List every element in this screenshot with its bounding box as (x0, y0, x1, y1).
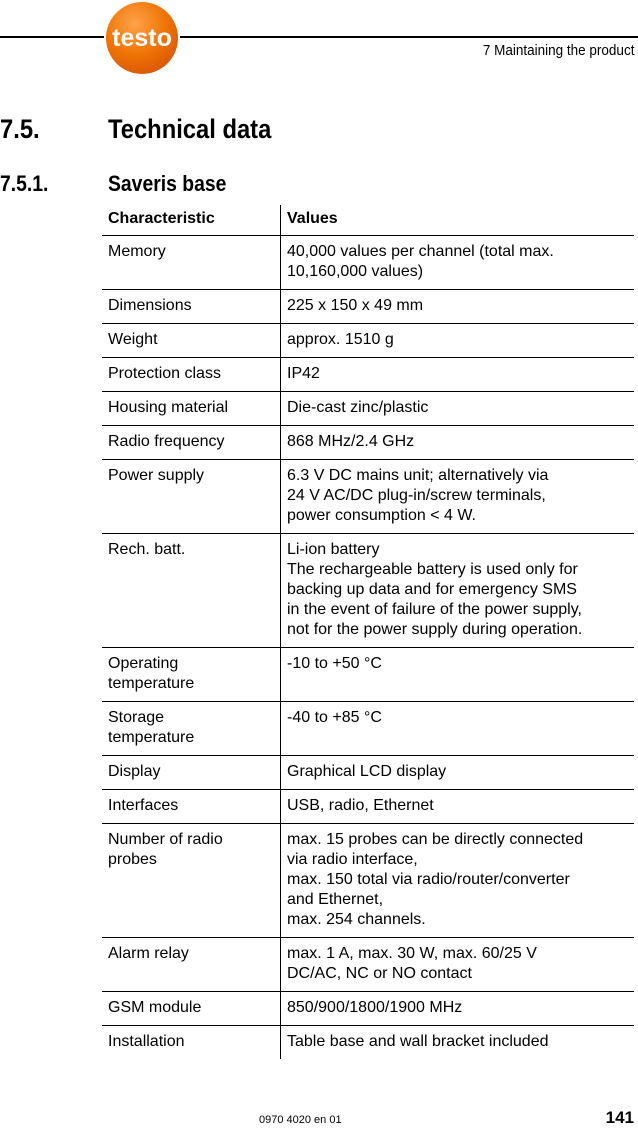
subsection-number: 7.5.1. (0, 171, 49, 196)
table-row (102, 756, 634, 790)
characteristic-cell: Installation (102, 1026, 281, 1060)
value-cell: -10 to +50 °C (281, 648, 635, 702)
table-row (102, 460, 634, 534)
value-cell: max. 1 A, max. 30 W, max. 60/25 V DC/AC, NC or NO contact (281, 938, 635, 992)
characteristic-cell: Dimensions (102, 290, 281, 324)
logo-text: testo (112, 24, 172, 52)
document-code: 0970 4020 en 01 (259, 1114, 342, 1126)
value-cell: 225 x 150 x 49 mm (281, 290, 635, 324)
table-body (102, 236, 634, 1060)
table-row (102, 358, 634, 392)
value-cell: USB, radio, Ethernet (281, 790, 635, 824)
value-cell: 850/900/1800/1900 MHz (281, 992, 635, 1026)
column-header-values: Values (281, 205, 635, 236)
value-cell: Die-cast zinc/plastic (281, 392, 635, 426)
table-row (102, 790, 634, 824)
characteristic-cell: Radio frequency (102, 426, 281, 460)
value-cell: max. 15 probes can be directly connected via radio interface, max. 150 total via radio/router/converter and Ethernet, max. 254 channels. (281, 824, 635, 938)
table-row (102, 290, 634, 324)
section-title: Technical data (108, 114, 272, 144)
header-rule-right (180, 36, 638, 38)
value-cell: IP42 (281, 358, 635, 392)
column-header-characteristic: Characteristic (102, 205, 281, 236)
table-row (102, 938, 634, 992)
characteristic-cell: Operating temperature (102, 648, 281, 702)
characteristic-cell: Protection class (102, 358, 281, 392)
header-rule-left (0, 36, 104, 38)
characteristic-cell: Rech. batt. (102, 534, 281, 648)
value-cell: 40,000 values per channel (total max. 10,160,000 values) (281, 236, 635, 290)
value-cell: -40 to +85 °C (281, 702, 635, 756)
section-number: 7.5. (0, 114, 40, 144)
value-cell: 868 MHz/2.4 GHz (281, 426, 635, 460)
table-row (102, 992, 634, 1026)
table-row (102, 702, 634, 756)
characteristic-cell: Housing material (102, 392, 281, 426)
chapter-title: 7 Maintaining the product (482, 42, 634, 59)
value-cell: approx. 1510 g (281, 324, 635, 358)
table-row (102, 392, 634, 426)
testo-logo (102, 1, 182, 75)
characteristic-cell: Storage temperature (102, 702, 281, 756)
table-row (102, 426, 634, 460)
characteristic-cell: Display (102, 756, 281, 790)
characteristic-cell: GSM module (102, 992, 281, 1026)
table-row (102, 648, 634, 702)
value-cell: Graphical LCD display (281, 756, 635, 790)
table-row (102, 1026, 634, 1060)
technical-data-table (102, 205, 634, 1059)
page-number: 141 (605, 1108, 634, 1127)
characteristic-cell: Interfaces (102, 790, 281, 824)
value-cell: 6.3 V DC mains unit; alternatively via 24 V AC/DC plug-in/screw terminals, power consumption < 4 W. (281, 460, 635, 534)
characteristic-cell: Alarm relay (102, 938, 281, 992)
subsection-title: Saveris base (108, 171, 227, 196)
table-row (102, 824, 634, 938)
table-row (102, 324, 634, 358)
table-row (102, 534, 634, 648)
value-cell: Li-ion battery The rechargeable battery is used only for backing up data and for emergency SMS in the event of failure of the power supply, not for the power supply during operation. (281, 534, 635, 648)
table-row (102, 236, 634, 290)
value-cell: Table base and wall bracket included (287, 1033, 549, 1050)
table-header-row (102, 205, 634, 236)
characteristic-cell: Power supply (102, 460, 281, 534)
characteristic-cell: Memory (102, 236, 281, 290)
characteristic-cell: Weight (102, 324, 281, 358)
characteristic-cell: Number of radio probes (102, 824, 281, 938)
